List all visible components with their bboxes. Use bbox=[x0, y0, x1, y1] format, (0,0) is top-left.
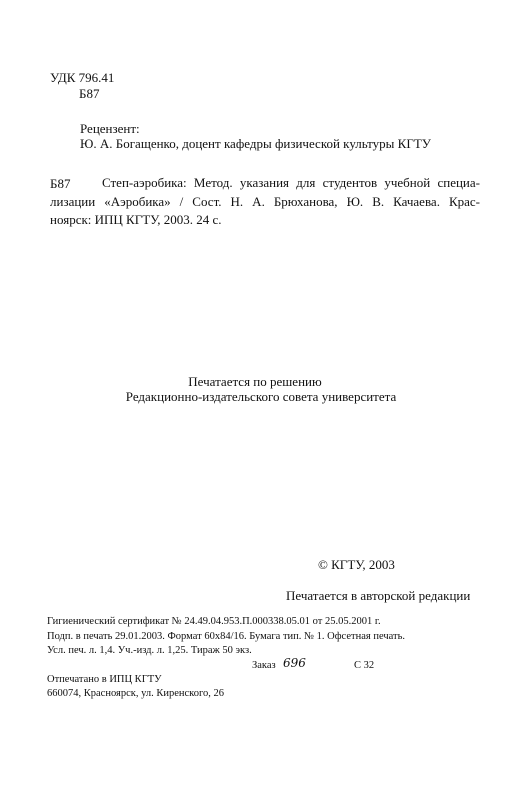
order-number: 696 bbox=[283, 656, 306, 670]
imprint-format: Подп. в печать 29.01.2003. Формат 60х84/16. Бумага тип. № 1. Офсетная печать. bbox=[47, 631, 406, 642]
biblio-line-2: лизации «Аэробика» / Сост. Н. А. Брюханова, Ю. В. Качаева. Крас- bbox=[50, 193, 480, 209]
author-edition-note: Печатается в авторской редакции bbox=[286, 588, 471, 603]
copyright: © КГТУ, 2003 bbox=[318, 557, 395, 572]
biblio-line-1: Степ-аэробика: Метод. указания для студентов учебной специа- bbox=[102, 175, 480, 190]
bibliographic-description bbox=[50, 174, 480, 230]
order-suffix: С 32 bbox=[354, 660, 375, 671]
decision-line-1: Печатается по решению bbox=[188, 374, 322, 389]
author-mark-code: Б87 bbox=[79, 86, 100, 101]
imprint-certificate: Гигиенический сертификат № 24.49.04.953.П.000338.05.01 от 25.05.2001 г. bbox=[47, 616, 381, 627]
printed-at: Отпечатано в ИПЦ КГТУ bbox=[47, 674, 162, 685]
printer-address: 660074, Красноярск, ул. Киренского, 26 bbox=[47, 688, 225, 699]
order-label: Заказ bbox=[252, 660, 276, 671]
decision-line-2: Редакционно-издательского совета университета bbox=[125, 389, 397, 404]
reviewer-name: Ю. А. Богащенко, доцент кафедры физической культуры КГТУ bbox=[80, 136, 431, 151]
reviewer-label: Рецензент: bbox=[80, 121, 140, 136]
udk-code: УДК 796.41 bbox=[50, 70, 115, 85]
imprint-volume: Усл. печ. л. 1,4. Уч.-изд. л. 1,25. Тираж 50 экз. bbox=[47, 645, 252, 656]
biblio-line-3: ноярск: ИПЦ КГТУ, 2003. 24 с. bbox=[50, 212, 222, 227]
biblio-code: Б87 bbox=[50, 176, 71, 191]
